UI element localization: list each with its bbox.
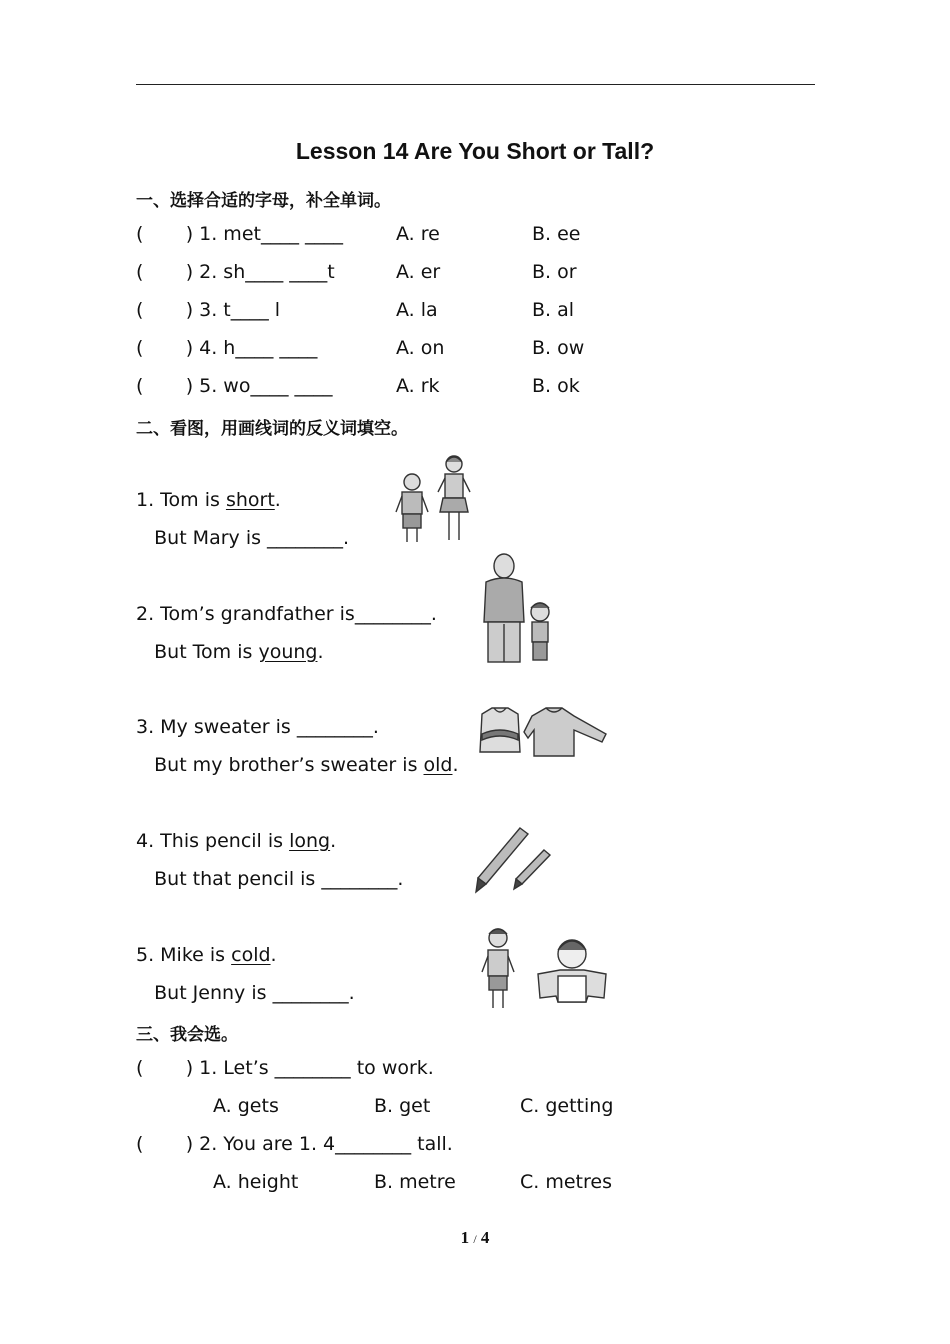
s1-item-4-option-a: A. on bbox=[396, 337, 445, 359]
header-rule bbox=[136, 84, 815, 85]
s2-item-4-line1: 4. This pencil is long. bbox=[136, 830, 337, 852]
s2-item-5-line2: But Jenny is ________. bbox=[136, 982, 355, 1004]
s1-item-1-option-b: B. ee bbox=[532, 223, 581, 245]
s1-item-5-option-a: A. rk bbox=[396, 375, 440, 397]
s1-item-5-stem: ( ) 5. wo____ ____ bbox=[136, 375, 333, 397]
s2-item-1-line2: But Mary is ________. bbox=[136, 527, 350, 549]
s1-item-3-option-b: B. al bbox=[532, 299, 575, 321]
s2-item-4-line2: But that pencil is ________. bbox=[136, 868, 404, 890]
section3-heading: 三、我会选。 bbox=[136, 1025, 238, 1045]
s1-item-3-option-a: A. la bbox=[396, 299, 438, 321]
s3-item-2-option-a: A. height bbox=[213, 1171, 299, 1193]
s2-item-3-line1: 3. My sweater is ________. bbox=[136, 716, 379, 738]
s2-item-1-line1: 1. Tom is short. bbox=[136, 489, 281, 511]
s3-item-2-option-c: C. metres bbox=[520, 1171, 612, 1193]
page-title: Lesson 14 Are You Short or Tall? bbox=[295, 138, 655, 164]
s1-item-4-option-b: B. ow bbox=[532, 337, 585, 359]
s2-item-2-line2: But Tom is young. bbox=[136, 641, 324, 663]
s3-item-1-option-c: C. getting bbox=[520, 1095, 614, 1117]
old-man-and-boy-icon bbox=[478, 552, 562, 668]
s2-item-2-line1: 2. Tom’s grandfather is________. bbox=[136, 603, 437, 625]
section1-heading: 一、选择合适的字母，补全单词。 bbox=[136, 191, 391, 211]
two-sweaters-icon bbox=[474, 704, 612, 762]
s1-item-2-option-b: B. or bbox=[532, 261, 577, 283]
s3-item-1-option-b: B. get bbox=[374, 1095, 431, 1117]
s1-item-4-stem: ( ) 4. h____ ____ bbox=[136, 337, 318, 359]
s1-item-1-stem: ( ) 1. met____ ____ bbox=[136, 223, 343, 245]
s1-item-3-stem: ( ) 3. t____ l bbox=[136, 299, 281, 321]
s2-item-5-line1: 5. Mike is cold. bbox=[136, 944, 277, 966]
s3-item-2-option-b: B. metre bbox=[374, 1171, 456, 1193]
s2-item-3-line2: But my brother’s sweater is old. bbox=[136, 754, 459, 776]
s1-item-2-stem: ( ) 2. sh____ ____t bbox=[136, 261, 335, 283]
s1-item-5-option-b: B. ok bbox=[532, 375, 580, 397]
s1-item-1-option-a: A. re bbox=[396, 223, 440, 245]
cold-boy-hot-girl-icon bbox=[478, 926, 612, 1014]
boy-short-girl-tall-icon bbox=[388, 452, 480, 548]
two-pencils-icon bbox=[472, 826, 556, 894]
s1-item-2-option-a: A. er bbox=[396, 261, 441, 283]
s3-item-1-stem: ( ) 1. Let’s ________ to work. bbox=[136, 1057, 434, 1079]
page-number: 1 / 4 bbox=[460, 1228, 490, 1247]
section2-heading: 二、看图，用画线词的反义词填空。 bbox=[136, 419, 408, 439]
s3-item-1-option-a: A. gets bbox=[213, 1095, 279, 1117]
s3-item-2-stem: ( ) 2. You are 1. 4________ tall. bbox=[136, 1133, 453, 1155]
